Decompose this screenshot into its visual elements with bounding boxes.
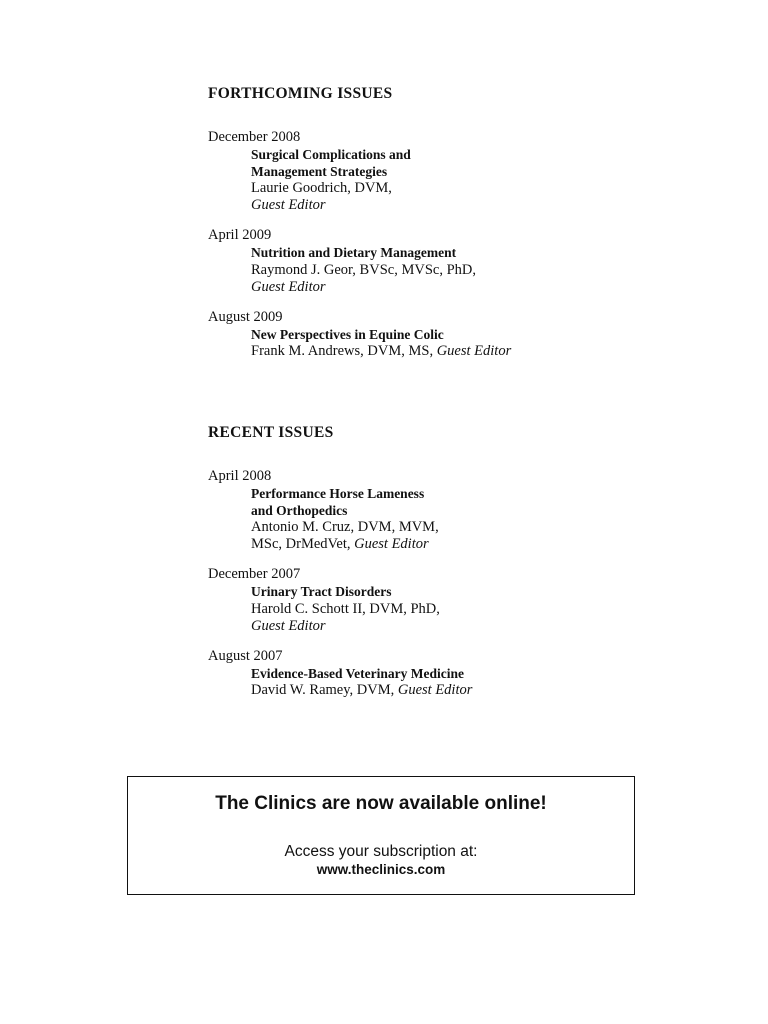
issue-entry (208, 129, 658, 214)
guest-editor-name: Frank M. Andrews, DVM, MS, (251, 343, 434, 359)
issue-date: April 2009 (208, 227, 272, 243)
issue-title: Surgical Complications and Management Strategies (251, 147, 411, 179)
issue-entry (208, 468, 658, 553)
recent-issues-section (208, 424, 658, 712)
issue-details (251, 327, 658, 361)
issue-guest-editor (251, 343, 658, 360)
online-box-access-text: Access your subscription at: (284, 843, 478, 860)
guest-editor-role: Guest Editor (436, 343, 512, 359)
guest-editor-name: Antonio M. Cruz, DVM, MVM, MSc, DrMedVet, (251, 519, 439, 552)
forthcoming-issues-heading: FORTHCOMING ISSUES (208, 85, 393, 102)
guest-editor-name: Harold C. Schott II, DVM, PhD, (251, 600, 440, 617)
issue-details (251, 147, 658, 214)
guest-editor-role: Guest Editor (354, 536, 429, 552)
issue-title: Performance Horse Lameness and Orthopedics (251, 486, 425, 518)
issue-details (251, 666, 658, 700)
issue-title: Evidence-Based Veterinary Medicine (251, 665, 464, 681)
issue-date: August 2007 (208, 647, 283, 664)
guest-editor-name: David W. Ramey, DVM, (251, 682, 395, 698)
guest-editor-role: Guest Editor (251, 278, 326, 295)
guest-editor-role: Guest Editor (251, 617, 326, 634)
recent-issues-heading: RECENT ISSUES (208, 424, 334, 441)
online-box-url: www.theclinics.com (316, 862, 446, 877)
online-box-title: The Clinics are now available online! (215, 793, 547, 814)
issue-title: Urinary Tract Disorders (251, 584, 392, 599)
forthcoming-issues-section (208, 85, 658, 373)
issue-guest-editor (251, 601, 658, 635)
issue-title: Nutrition and Dietary Management (251, 245, 457, 260)
issue-details (251, 486, 658, 553)
forthcoming-issues-list (208, 129, 658, 360)
issue-date: August 2009 (208, 308, 283, 325)
issue-guest-editor (251, 262, 658, 296)
issue-details (251, 245, 658, 296)
recent-issues-list (208, 468, 658, 699)
issue-entry (208, 648, 658, 700)
issue-entry (208, 309, 658, 361)
issue-details (251, 584, 658, 635)
online-availability-box (127, 776, 635, 895)
issue-guest-editor (251, 682, 658, 699)
issue-guest-editor (251, 180, 658, 214)
issue-date: December 2008 (208, 129, 301, 145)
issue-title: New Perspectives in Equine Colic (251, 326, 444, 342)
guest-editor-name: Raymond J. Geor, BVSc, MVSc, PhD, (251, 261, 476, 278)
issue-guest-editor (251, 519, 658, 553)
guest-editor-role: Guest Editor (397, 682, 473, 698)
guest-editor-name: Laurie Goodrich, DVM, (251, 180, 392, 196)
issue-entry (208, 227, 658, 296)
issue-date: December 2007 (208, 566, 301, 582)
guest-editor-role: Guest Editor (251, 197, 326, 213)
issue-entry (208, 566, 658, 635)
issue-date: April 2008 (208, 468, 272, 484)
